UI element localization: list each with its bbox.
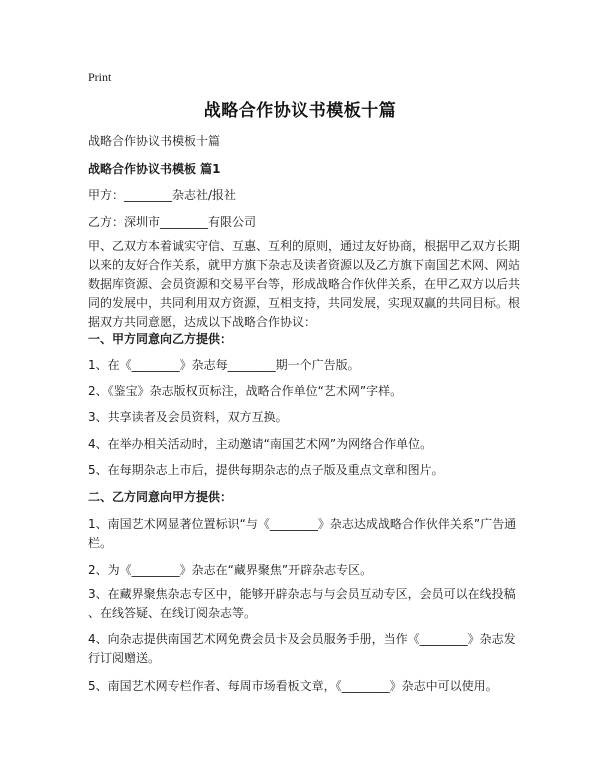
heading-party-b-provides: 二、乙方同意向甲方提供： [88,490,233,504]
list-item-line: 1、南国艺术网显著位置标识“与《________》杂志达成战略合作伙伴关系”广告通 [88,517,517,531]
list-item [88,585,520,623]
list-item: 3、共享读者及会员资料，双方互换。 [88,410,288,424]
list-item-line: 、在线答疑、在线订阅杂志等。 [88,606,257,620]
party-a-line: 甲方：________杂志社/报社 [88,188,237,202]
list-item-line: 4、向杂志提供南国艺术网免费会员卡及会员服务手册，当作《________》杂志发 [88,632,516,646]
intro-line: 数据库资源、会员资源和交易平台等，形成战略合作伙伴关系，在甲乙双方以后共 [88,277,520,291]
list-item-line: 栏。 [88,536,113,550]
heading-party-a-provides: 一、甲方同意向乙方提供： [88,332,233,346]
party-b-line: 乙方：深圳市________有限公司 [88,215,257,229]
page-title: 战略合作协议书模板十篇 [203,101,397,121]
intro-line: 甲、乙双方本着诚实守信、互惠、互利的原则，通过友好协商，根据甲乙双方长期 [88,239,520,253]
document-subtitle: 战略合作协议书模板十篇 [88,134,221,148]
intro-line: 同的发展中，共同利用双方资源，互相支持，共同发展，实现双赢的共同目标。根 [88,296,520,310]
list-item: 2、为《________》杂志在“藏界聚焦”开辟杂志专区。 [88,563,373,577]
section-title: 战略合作协议书模板 篇1 [88,162,221,176]
list-item: 1、在《________》杂志每________期一个广告版。 [88,358,360,372]
list-item: 4、在举办相关活动时，主动邀请“南国艺术网”为网络合作单位。 [88,437,433,451]
intro-line: 以来的友好合作关系，就甲方旗下杂志及读者资源以及乙方旗下南国艺术网、网站 [88,258,520,272]
intro-line: 据双方共同意愿，达成以下战略合作协议： [88,315,317,329]
list-item: 5、在每期杂志上市后，提供每期杂志的点子版及重点文章和图片。 [88,463,444,477]
list-item: 5、南国艺术网专栏作者、每周市场看板文章，《________》杂志中可以使用。 [88,679,498,693]
intro-paragraph [88,237,520,332]
list-item-line: 3、在藏界聚焦杂志专区中，能够开辟杂志与与会员互动专区，会员可以在线投稿 [88,587,516,601]
list-item [88,515,520,553]
print-link[interactable]: Print [88,70,112,84]
list-item-line: 行订阅赠送。 [88,651,161,665]
list-item [88,630,520,668]
list-item: 2、《鉴宝》杂志版权页标注，战略合作单位“艺术网”字样。 [88,384,403,398]
